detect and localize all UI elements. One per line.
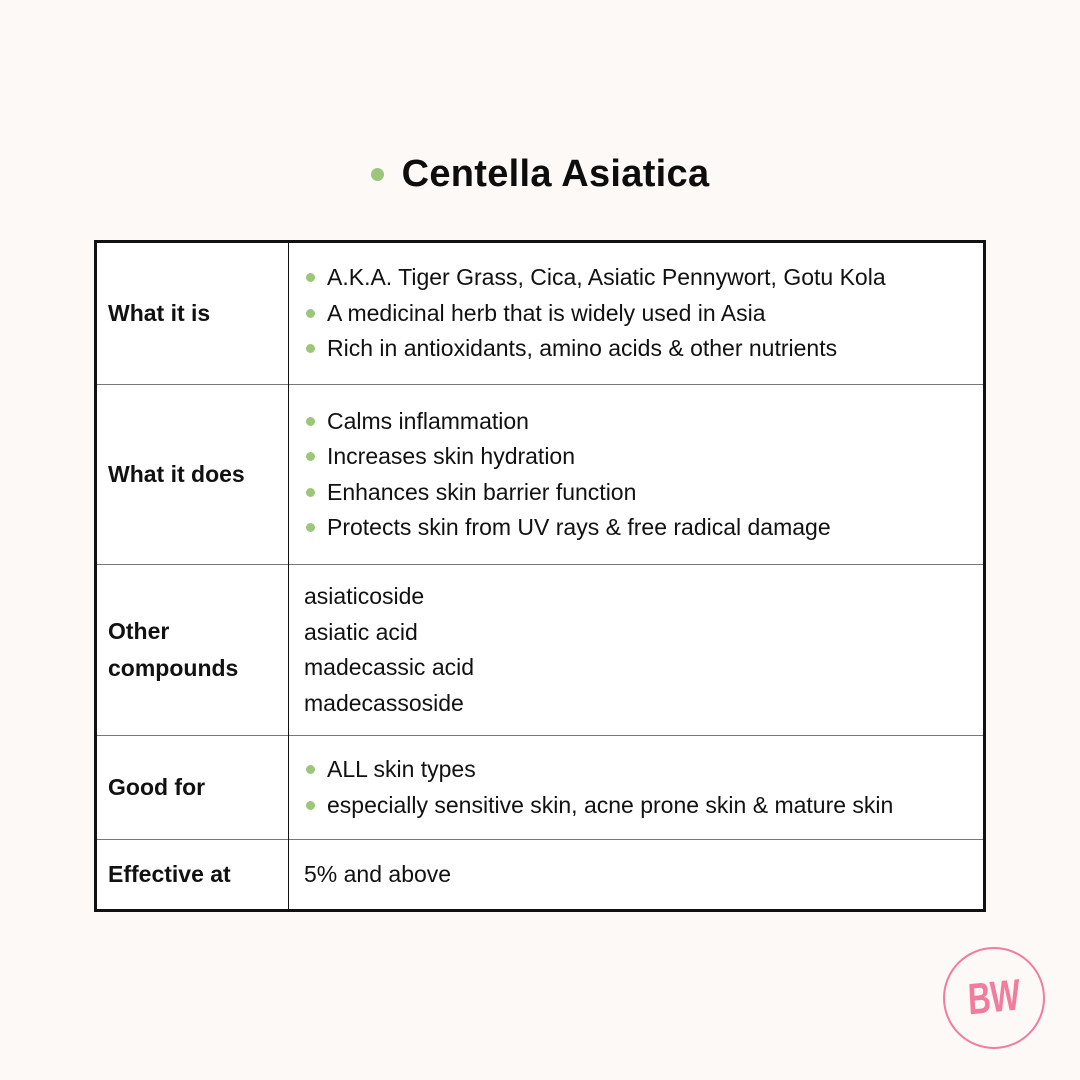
green-bullet-icon [306,801,315,810]
green-bullet-icon [306,344,315,353]
green-bullet-icon [371,168,384,181]
row-content [289,385,985,565]
logo-text: BW [967,970,1021,1025]
row-label: What it is [96,242,289,385]
table-row-effective-at [96,840,985,911]
list-item: Calms inflammation [304,404,983,440]
brand-logo [943,947,1045,1049]
bullet-list [304,404,983,546]
list-item: A medicinal herb that is widely used in Asia [304,296,983,332]
page-header [0,148,1080,200]
green-bullet-icon [306,452,315,461]
list-item: madecassic acid [304,654,475,680]
page-title: Centella Asiatica [401,152,710,195]
green-bullet-icon [306,523,315,532]
list-item: Increases skin hydration [304,439,983,475]
compound-list [304,579,983,721]
list-item: asiaticoside [304,583,425,609]
green-bullet-icon [306,309,315,318]
row-label: Good for [96,736,289,840]
list-item: especially sensitive skin, acne prone skin & mature skin [304,788,983,824]
bullet-list [304,260,983,367]
row-label: Effective at [96,840,289,911]
table-row-other-compounds [96,565,985,736]
list-item: madecassoside [304,689,464,716]
row-content: 5% and above [289,840,985,911]
table-row-what-it-is [96,242,985,385]
row-label: What it does [96,385,289,565]
table-row-good-for [96,736,985,840]
ingredient-info-table [94,240,986,912]
green-bullet-icon [306,273,315,282]
row-content [289,242,985,385]
table-row-what-it-does [96,385,985,565]
row-content [289,736,985,840]
list-item: ALL skin types [304,752,983,788]
row-content [289,565,985,736]
list-item: asiatic acid [304,618,418,645]
list-item: Enhances skin barrier function [304,475,983,511]
list-item: Rich in antioxidants, amino acids & other nutrients [304,331,983,367]
bullet-list [304,752,983,823]
list-item: Protects skin from UV rays & free radical damage [304,510,983,546]
green-bullet-icon [306,765,315,774]
list-item: A.K.A. Tiger Grass, Cica, Asiatic Pennywort, Gotu Kola [304,260,983,296]
green-bullet-icon [306,488,315,497]
green-bullet-icon [306,417,315,426]
row-label: Other compounds [96,565,289,736]
